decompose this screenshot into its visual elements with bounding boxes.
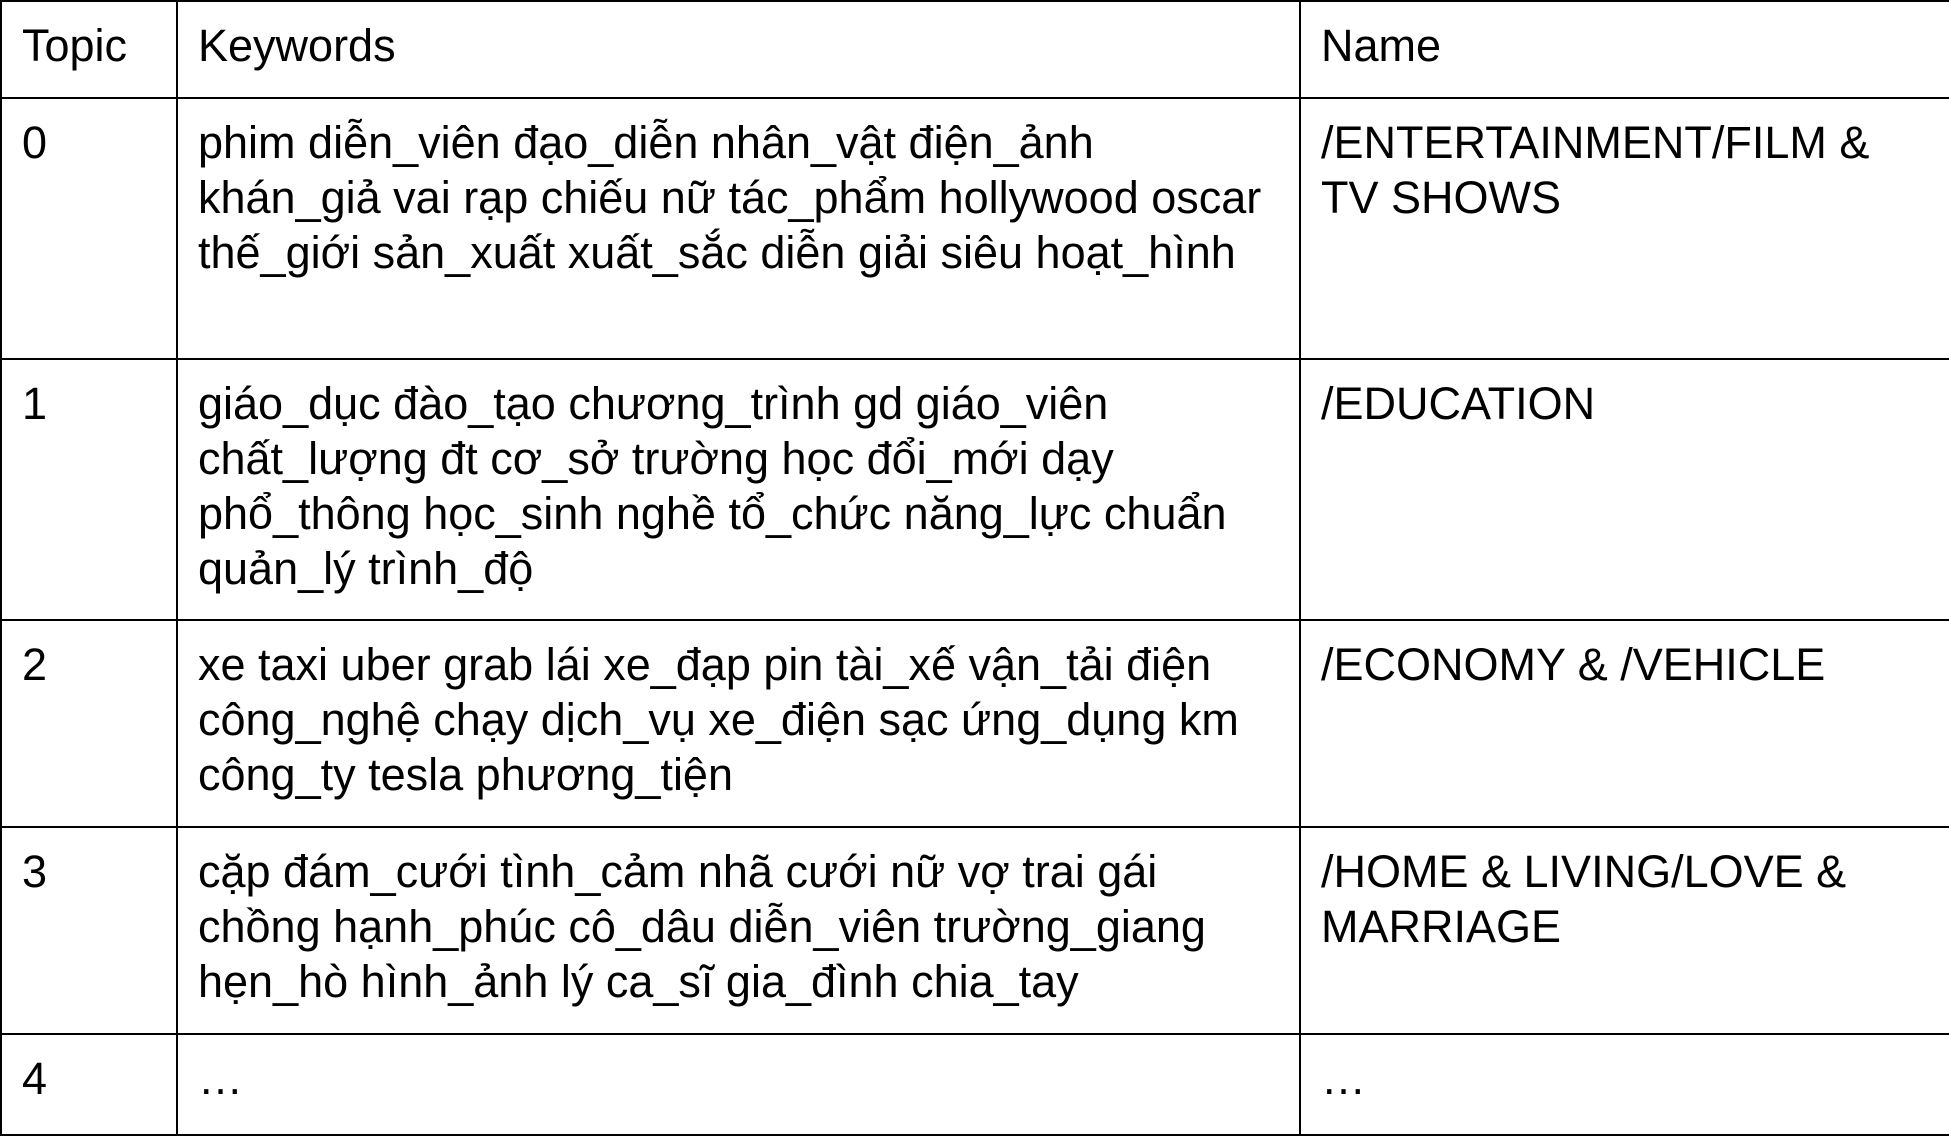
header-topic: Topic xyxy=(1,1,177,98)
table-header-row xyxy=(1,1,1949,98)
topic-id-cell: 2 xyxy=(1,620,177,827)
topic-name-cell: … xyxy=(1300,1034,1949,1135)
topic-id-cell: 4 xyxy=(1,1034,177,1135)
topic-name-cell: /HOME & LIVING/LOVE & MARRIAGE xyxy=(1300,827,1949,1034)
topic-name-cell: /ENTERTAINMENT/FILM & TV SHOWS xyxy=(1300,98,1949,359)
keywords-cell: … xyxy=(177,1034,1300,1135)
topic-name-cell: /ECONOMY & /VEHICLE xyxy=(1300,620,1949,827)
topic-id-cell: 0 xyxy=(1,98,177,359)
table-row xyxy=(1,827,1949,1034)
header-name: Name xyxy=(1300,1,1949,98)
topic-id-cell: 1 xyxy=(1,359,177,620)
topic-id-cell: 3 xyxy=(1,827,177,1034)
keywords-cell: phim diễn_viên đạo_diễn nhân_vật điện_ảnh khán_giả vai rạp chiếu nữ tác_phẩm hollywood oscar thế_giới sản_xuất xuất_sắc diễn giải siêu hoạt_hình xyxy=(177,98,1300,359)
keywords-cell: giáo_dục đào_tạo chương_trình gd giáo_viên chất_lượng đt cơ_sở trường học đổi_mới dạy phổ_thông học_sinh nghề tổ_chức năng_lực chuẩn quản_lý trình_độ xyxy=(177,359,1300,620)
table-row xyxy=(1,98,1949,359)
keywords-cell: cặp đám_cưới tình_cảm nhã cưới nữ vợ trai gái chồng hạnh_phúc cô_dâu diễn_viên trường_giang hẹn_hò hình_ảnh lý ca_sĩ gia_đình chia_tay xyxy=(177,827,1300,1034)
topic-name-cell: /EDUCATION xyxy=(1300,359,1949,620)
table-row xyxy=(1,1034,1949,1135)
table-row xyxy=(1,620,1949,827)
table-row xyxy=(1,359,1949,620)
header-keywords: Keywords xyxy=(177,1,1300,98)
keywords-cell: xe taxi uber grab lái xe_đạp pin tài_xế vận_tải điện công_nghệ chạy dịch_vụ xe_điện sạc ứng_dụng km công_ty tesla phương_tiện xyxy=(177,620,1300,827)
